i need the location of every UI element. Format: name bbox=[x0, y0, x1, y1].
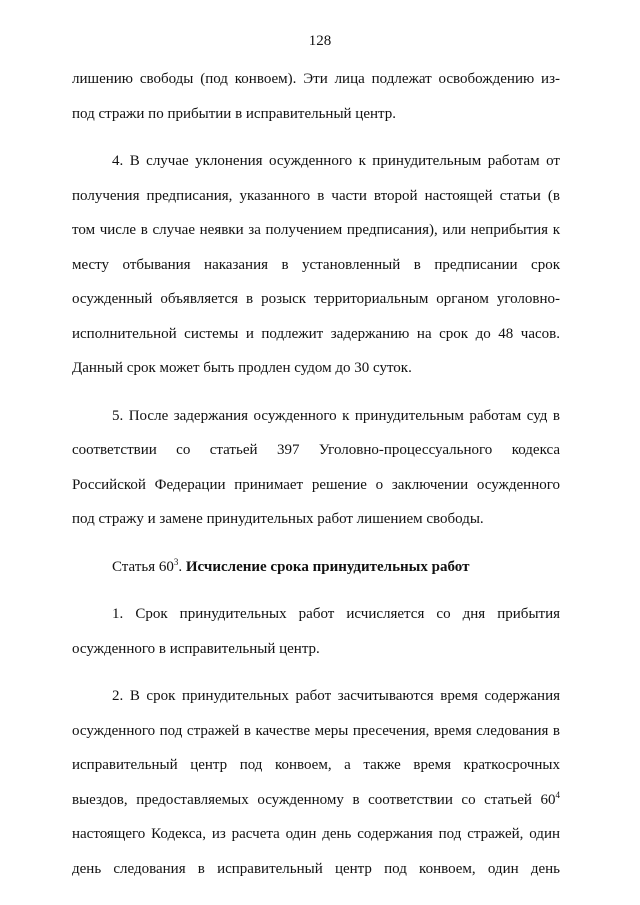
text-line: соответствии со статьей 397 Уголовно-процессуального кодекса bbox=[72, 442, 560, 458]
text-line: получения предписания, указанного в части второй настоящей статьи (в bbox=[72, 187, 560, 204]
text-line: Данный срок может быть продлен судом до 30 суток. bbox=[72, 360, 412, 376]
text-line: 1. Срок принудительных работ исчисляется со дня прибытия bbox=[112, 606, 560, 622]
text-line: 4. В случае уклонения осужденного к принудительным работам от bbox=[112, 153, 560, 169]
text-line: исполнительной системы и подлежит задержанию на срок до 48 часов. bbox=[72, 325, 560, 342]
text-line: 2. В срок принудительных работ засчитываются время содержания bbox=[112, 688, 560, 704]
article-ref-superscript: 4 bbox=[555, 789, 560, 800]
paragraph-5 bbox=[72, 399, 560, 537]
text-line: под стражи по прибытии в исправительный центр. bbox=[72, 105, 397, 122]
text-line bbox=[72, 783, 560, 818]
paragraph-2 bbox=[72, 679, 560, 886]
text-line: лишению свободы (под конвоем). Эти лица подлежат освобождению из- bbox=[72, 71, 560, 87]
page-number: 128 bbox=[308, 33, 332, 49]
text-line: осужденного под стражей в качестве меры пресечения, время следования в bbox=[72, 722, 560, 739]
text-line: 5. После задержания осужденного к принудительным работам суд в bbox=[112, 407, 560, 424]
text-line: настоящего Кодекса, из расчета один день содержания под стражей, один bbox=[72, 826, 560, 842]
article-superscript: 3 bbox=[173, 556, 179, 567]
article-title: Исчисление срока принудительных работ bbox=[185, 558, 470, 575]
text-line: день следования в исправительный центр под конвоем, один день bbox=[72, 860, 560, 877]
article-dot: . bbox=[178, 558, 186, 575]
text-line: месту отбывания наказания в установленный в предписании срок bbox=[72, 256, 560, 273]
text-fragment: выездов, предоставляемых осужденному в соответствии со статьей 60 bbox=[72, 791, 556, 808]
text-line: осужденный объявляется в розыск территориальным органом уголовно- bbox=[72, 291, 560, 307]
text-line: исправительный центр под конвоем, а также время краткосрочных bbox=[72, 757, 560, 773]
paragraph-1 bbox=[72, 597, 560, 666]
text-line: под стражу и замене принудительных работ лишением свободы. bbox=[72, 511, 484, 527]
paragraph-continuation bbox=[72, 62, 560, 131]
article-heading bbox=[72, 550, 560, 585]
text-line: осужденного в исправительный центр. bbox=[72, 640, 320, 657]
paragraph-4 bbox=[72, 144, 560, 386]
article-number: Статья 60 bbox=[112, 558, 174, 575]
text-line: том числе в случае неявки за получением предписания), или неприбытия к bbox=[72, 222, 560, 238]
document-body bbox=[72, 62, 560, 899]
text-line: Российской Федерации принимает решение о заключении осужденного bbox=[72, 476, 560, 493]
